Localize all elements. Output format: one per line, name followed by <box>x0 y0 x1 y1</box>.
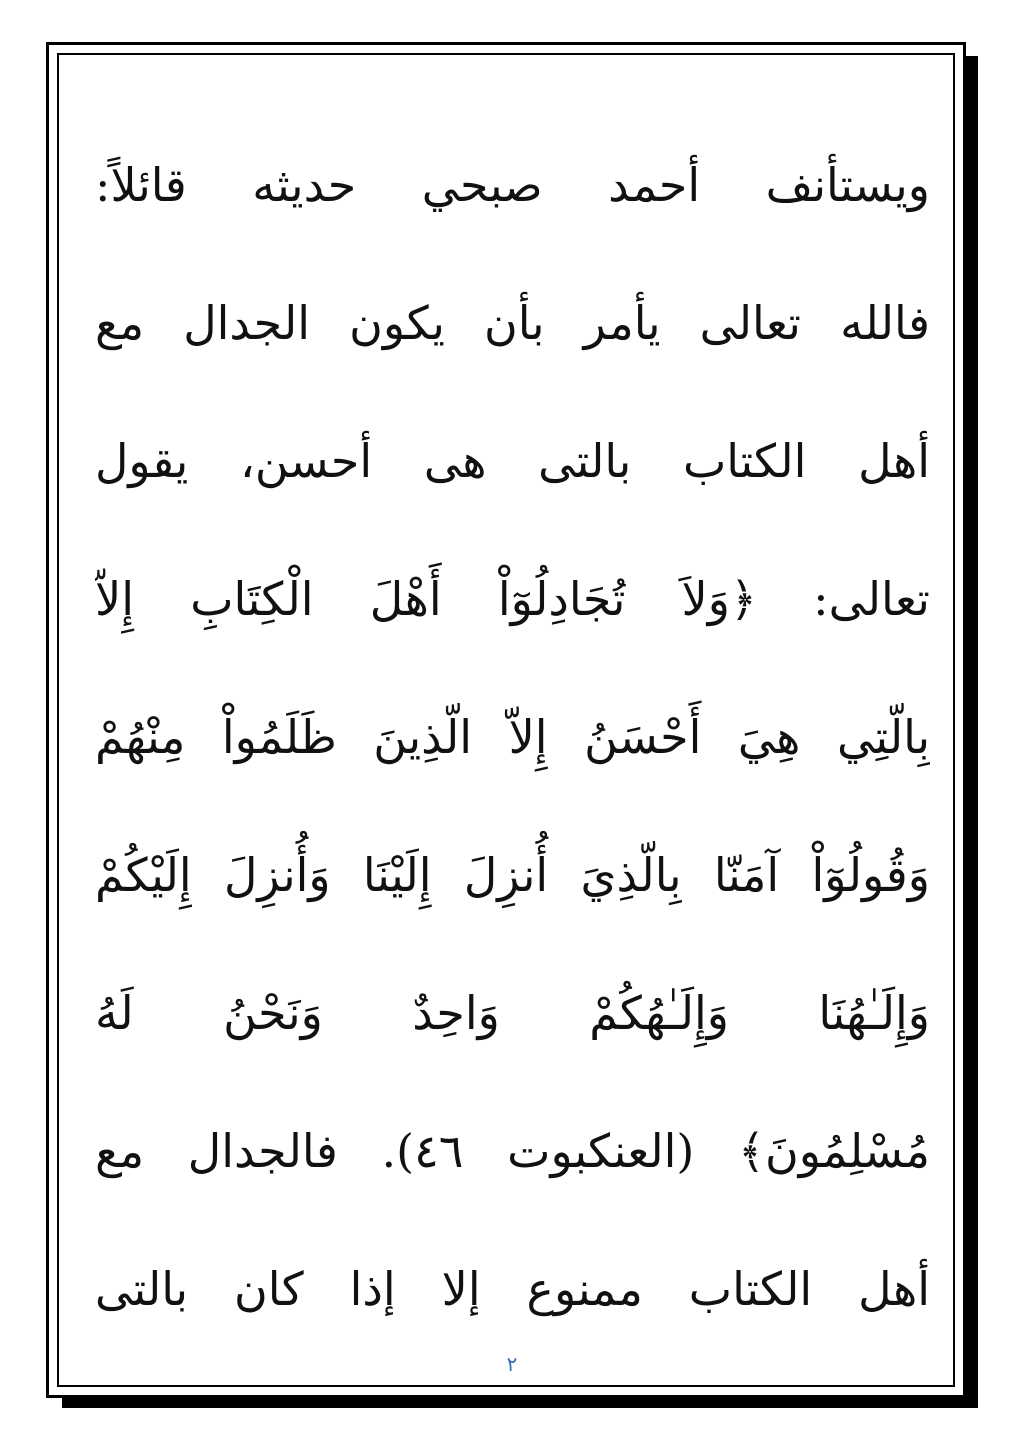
text-line-9: أهل الكتاب ممنوع إلا إذا كان بالتى <box>95 1262 930 1316</box>
text-line-1: ويستأنف أحمد صبحي حديثه قائلاً: <box>95 158 930 212</box>
text-line-6: وَقُولُوٓاْ آمَنّا بِالّذِيَ أُنزِلَ إِلَيْنَا وَأُنزِلَ إِلَيْكُمْ <box>95 848 930 902</box>
page-number: ٢ <box>506 1352 518 1376</box>
body-text <box>95 125 930 1367</box>
text-line-3: أهل الكتاب بالتى هى أحسن، يقول <box>95 434 930 488</box>
text-line-2: فالله تعالى يأمر بأن يكون الجدال مع <box>95 296 930 350</box>
text-line-7: وَإِلَـٰهُنَا وَإِلَـٰهُكُمْ وَاحِدٌ وَنَحْنُ لَهُ <box>95 986 930 1040</box>
text-line-8: مُسْلِمُونَ﴾ (العنكبوت ٤٦). فالجدال مع <box>95 1124 930 1178</box>
text-line-5: بِالّتِي هِيَ أَحْسَنُ إِلاّ الّذِينَ ظَلَمُواْ مِنْهُمْ <box>95 710 930 764</box>
text-line-4: تعالى: ﴿وَلاَ تُجَادِلُوٓاْ أَهْلَ الْكِتَابِ إِلاّ <box>95 572 930 626</box>
